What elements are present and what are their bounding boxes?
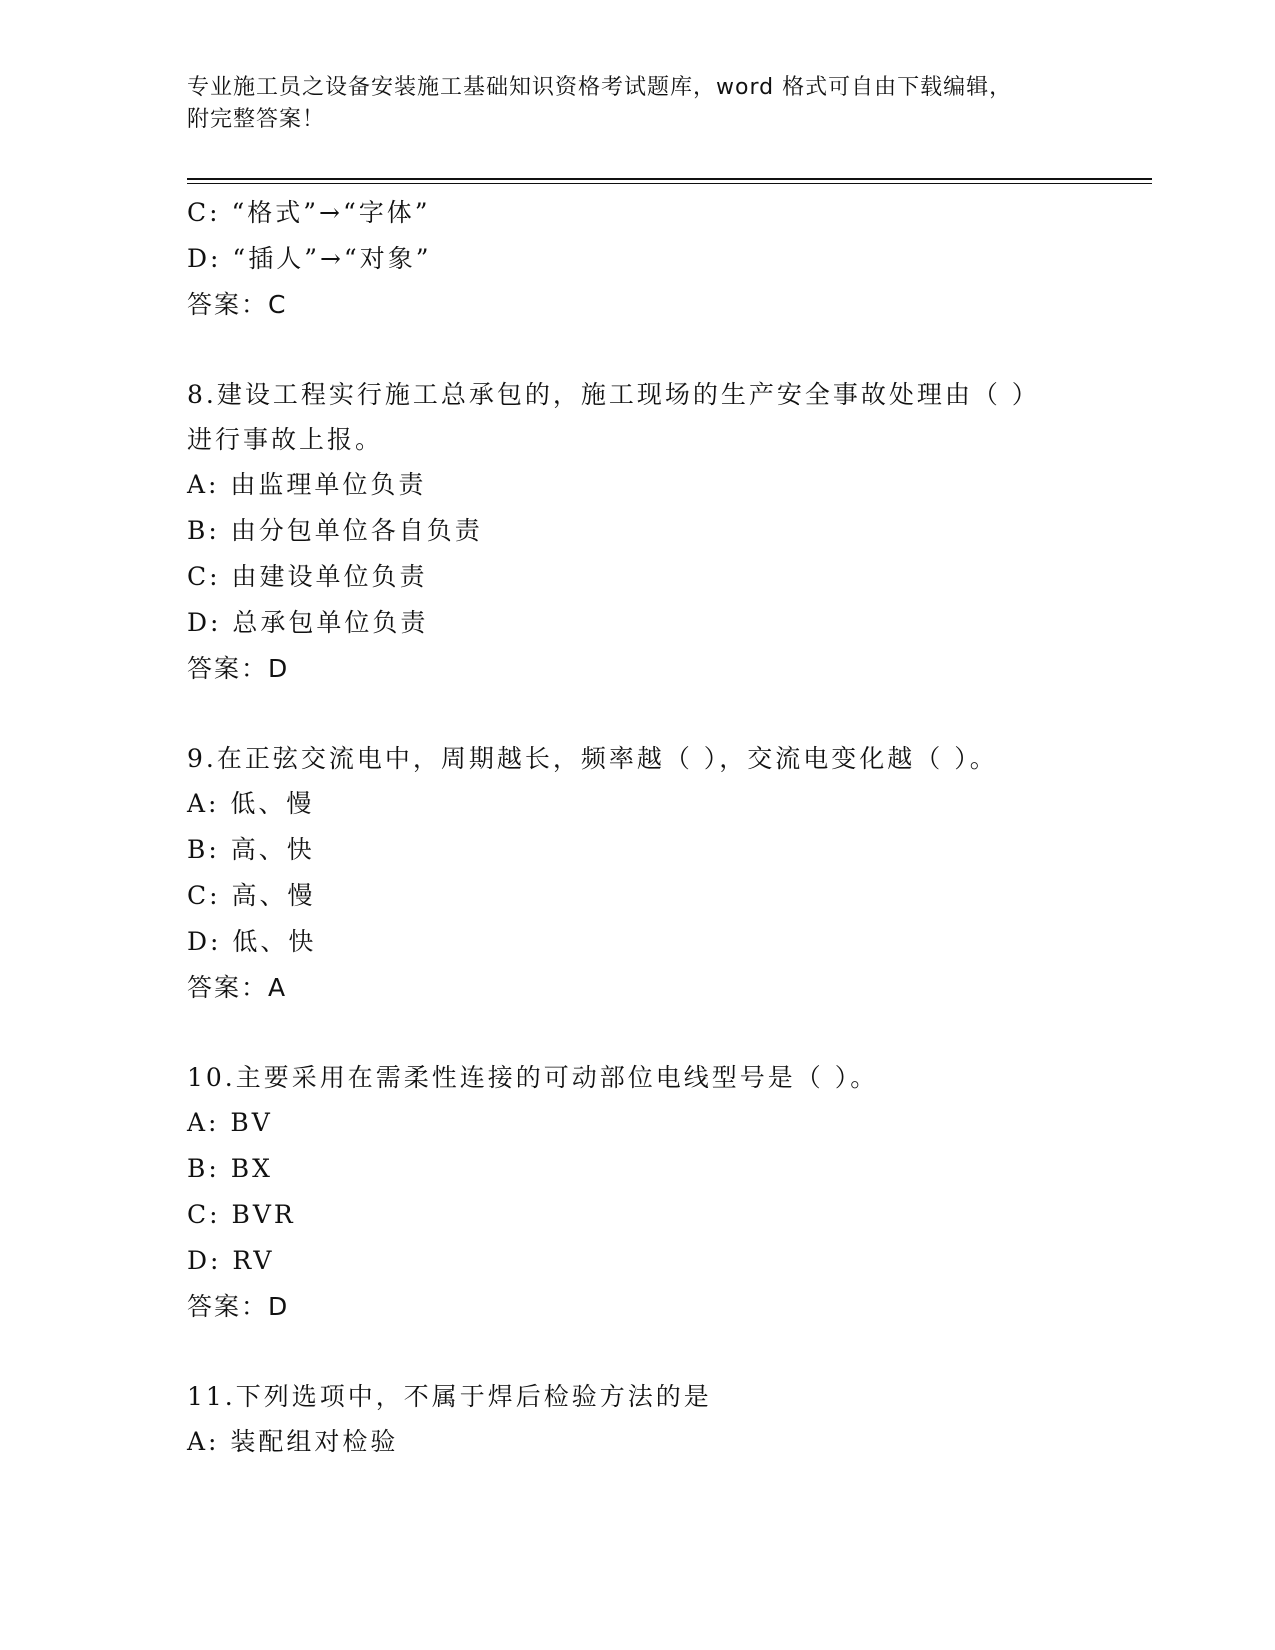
option-a: A: 装配组对检验 <box>187 1427 399 1456</box>
option-d: D: “插人”→“对象” <box>187 244 432 273</box>
option-a: A: 低、慢 <box>187 789 315 818</box>
question-stem: 8.建设工程实行施工总承包的，施工现场的生产安全事故处理由（ ）进行事故上报。 <box>187 380 1040 454</box>
answer-line: 答案：D <box>187 1292 290 1321</box>
previous-question-tail <box>187 190 1152 328</box>
question-stem: 11.下列选项中，不属于焊后检验方法的是 <box>187 1382 712 1411</box>
option-b: B: BX <box>187 1154 273 1183</box>
option-a: A: BV <box>187 1108 273 1137</box>
question-content <box>187 190 1152 1465</box>
answer-line: 答案：D <box>187 654 290 683</box>
question-11 <box>187 1374 1152 1465</box>
header-line-1: 专业施工员之设备安装施工基础知识资格考试题库，word 格式可自由下载编辑， <box>187 75 1013 100</box>
option-d: D: 总承包单位负责 <box>187 608 429 637</box>
option-d: D: RV <box>187 1246 275 1275</box>
question-stem: 10.主要采用在需柔性连接的可动部位电线型号是（ ）。 <box>187 1063 879 1092</box>
question-10 <box>187 1055 1152 1330</box>
option-a: A: 由监理单位负责 <box>187 470 427 499</box>
option-c: C: 由建设单位负责 <box>187 562 428 591</box>
header-line-2: 附完整答案！ <box>187 107 326 132</box>
header-divider-thin <box>187 183 1152 184</box>
answer-line: 答案：A <box>187 973 288 1002</box>
question-8 <box>187 372 1152 692</box>
option-b: B: 由分包单位各自负责 <box>187 516 483 545</box>
option-b: B: 高、快 <box>187 835 315 864</box>
answer-line: 答案：C <box>187 290 288 319</box>
document-header <box>187 72 1087 136</box>
question-9 <box>187 736 1152 1011</box>
header-divider-thick <box>187 178 1152 180</box>
option-c: C: 高、慢 <box>187 881 316 910</box>
option-d: D: 低、快 <box>187 927 317 956</box>
option-c: C: “格式”→“字体” <box>187 198 431 227</box>
question-stem: 9.在正弦交流电中，周期越长，频率越（ ），交流电变化越（ ）。 <box>187 744 998 773</box>
option-c: C: BVR <box>187 1200 296 1229</box>
